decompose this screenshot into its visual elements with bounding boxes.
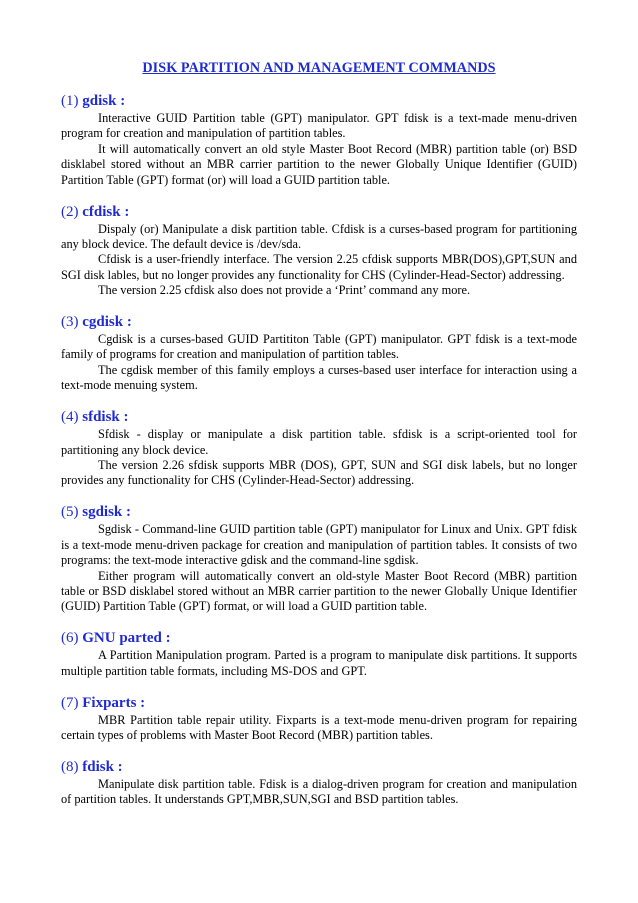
command-section — [61, 629, 577, 679]
description-paragraph: Sgdisk - Command-line GUID partition table (GPT) manipulator for Linux and Unix. GPT fdisk is a text-mode menu-driven package for creation and manipulation of partition tables. It consists of two programs: the text-mode interactive gdisk and the command-line sgdisk. — [61, 522, 577, 568]
command-section — [61, 503, 577, 614]
section-number: (8) — [61, 758, 79, 775]
description-paragraph: Either program will automatically convert an old-style Master Boot Record (MBR) partition table or BSD disklabel stored without an MBR carrier partition to the newer Globally Unique Identifier (GUID) Partition Table (GPT) format, or will load a GUID partition table. — [61, 568, 577, 614]
section-heading — [61, 408, 577, 426]
document-page — [61, 60, 577, 822]
section-number: (5) — [61, 504, 79, 521]
command-section — [61, 313, 577, 394]
description-paragraph: It will automatically convert an old style Master Boot Record (MBR) partition table (or) BSD disklabel stored without an MBR carrier partition to the newer Globally Unique Identifier (GUID) Partition Table (GPT) format (or) will load a GUID partition table. — [61, 141, 577, 187]
section-number: (7) — [61, 694, 79, 711]
description-paragraph: Interactive GUID Partition table (GPT) manipulator. GPT fdisk is a text-made menu-driven program for creation and manipulation of partition tables. — [61, 111, 577, 141]
command-section — [61, 758, 577, 808]
command-name: cgdisk : — [82, 314, 132, 331]
command-name: gdisk : — [82, 93, 126, 109]
section-heading — [61, 203, 577, 221]
description-paragraph: The version 2.26 sfdisk supports MBR (DOS), GPT, SUN and SGI disk labels, but no longer provides any functionality for CHS (Cylinder-Head-Sector) addressing. — [61, 458, 577, 488]
section-list — [61, 92, 577, 808]
section-number: (2) — [61, 203, 79, 220]
section-number: (1) — [61, 93, 79, 109]
description-paragraph: Sfdisk - display or manipulate a disk partition table. sfdisk is a script-oriented tool for partitioning any block device. — [61, 427, 577, 457]
section-heading — [61, 313, 577, 331]
section-heading — [61, 758, 577, 776]
section-number: (6) — [61, 630, 79, 647]
command-section — [61, 203, 577, 299]
section-heading — [61, 503, 577, 521]
section-heading — [61, 629, 577, 647]
document-title: DISK PARTITION AND MANAGEMENT COMMANDS — [142, 60, 496, 76]
description-paragraph: The version 2.25 cfdisk also does not provide a ‘Print’ command any more. — [98, 283, 471, 298]
section-number: (3) — [61, 314, 79, 331]
command-section — [61, 92, 577, 188]
command-name: cfdisk : — [82, 203, 130, 220]
description-paragraph: MBR Partition table repair utility. Fixparts is a text-mode menu-driven program for repairing certain types of problems with Master Boot Record (MBR) partition tables. — [61, 712, 577, 742]
command-name: sfdisk : — [82, 409, 129, 426]
command-section — [61, 694, 577, 744]
description-paragraph: Dispaly (or) Manipulate a disk partition table. Cfdisk is a curses-based program for partitioning any block device. The default device is /dev/sda. — [61, 221, 577, 251]
description-paragraph: Cfdisk is a user-friendly interface. The version 2.25 cfdisk supports MBR(DOS),GPT,SUN and SGI disk lables, but no longer provides any functionality for CHS (Cylinder-Head-Sector) addressing. — [61, 252, 577, 282]
section-number: (4) — [61, 409, 79, 426]
description-paragraph: Cgdisk is a curses-based GUID Partititon Table (GPT) manipulator. GPT fdisk is a text-mode family of programs for creation and manipulation of partition tables. — [61, 332, 577, 362]
command-name: sgdisk : — [82, 504, 132, 521]
command-name: GNU parted : — [82, 630, 171, 647]
command-section — [61, 408, 577, 489]
description-paragraph: Manipulate disk partition table. Fdisk is a dialog-driven program for creation and manipulation of partition tables. It understands GPT,MBR,SUN,SGI and BSD partition tables. — [61, 776, 577, 807]
description-paragraph: The cgdisk member of this family employs a curses-based user interface for interaction using a text-mode menuing system. — [61, 362, 577, 393]
section-heading — [61, 694, 577, 712]
command-name: Fixparts : — [82, 694, 146, 711]
description-paragraph: A Partition Manipulation program. Parted is a program to manipulate disk partitions. It supports multiple partition table formats, including MS-DOS and GPT. — [61, 648, 577, 678]
section-heading — [61, 92, 577, 110]
command-name: fdisk : — [82, 758, 123, 775]
